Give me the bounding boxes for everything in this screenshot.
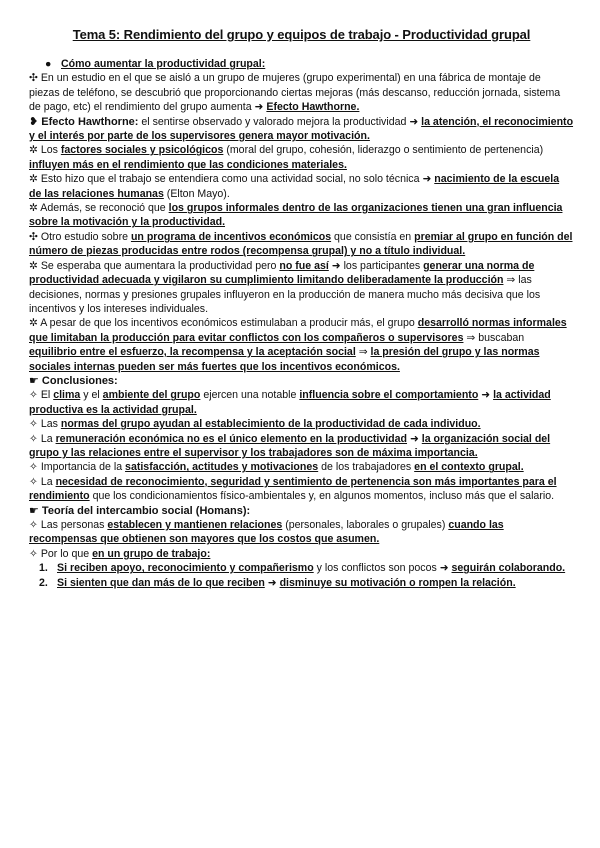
star-icon: ✲ (29, 259, 38, 272)
page-title: Tema 5: Rendimiento del grupo y equipos de trabajo - Productividad grupal (72, 27, 531, 42)
conclusion-item: ✧ Importancia de la satisfacción, actitudes y motivaciones de los trabajadores en el contexto grupal. (29, 461, 524, 474)
section-heading-conclusiones: ☛ Conclusiones: (29, 374, 118, 387)
conclusion-item: ✧ El clima y el ambiente del grupo ejercen una notable influencia sobre el comportamiento ➜ la actividad productiva es la actividad grupal. (29, 389, 551, 416)
document-content (29, 26, 574, 590)
numbered-list (29, 561, 574, 590)
paragraph-grupos-informales: ✲ Además, se reconoció que los grupos informales dentro de las organizaciones tienen una gran influencia sobre la motivación y la productividad. (29, 202, 563, 229)
sparkle-icon: ✧ (29, 547, 38, 560)
conclusion-item: ✧ Las normas del grupo ayudan al establecimiento de la productividad de cada individuo. (29, 418, 481, 431)
bullet-icon: ● (45, 58, 52, 70)
star-icon: ✲ (29, 173, 38, 186)
paragraph-efecto-hawthorne: ❥ Efecto Hawthorne: el sentirse observado y valorado mejora la productividad ➜ la atención, el reconocimiento y el interés por parte de los supervisores genera mayor motivación. (29, 115, 574, 143)
sparkle-icon: ✧ (29, 475, 38, 488)
sparkle-icon: ✧ (29, 418, 38, 431)
teoria-item: ✧ Las personas establecen y mantienen relaciones (personales, laborales o grupales) cuando las recompensas que obtienen son mayores que los costos que asumen. (29, 519, 504, 546)
section-heading-productividad: ● Cómo aumentar la productividad grupal: (45, 58, 266, 70)
sparkle-icon: ✧ (29, 432, 38, 445)
paragraph-actividad-social: ✲ Esto hizo que el trabajo se entendiera como una actividad social, no solo técnica ➜ nacimiento de la escuela de las relaciones humanas (Elton Mayo). (29, 173, 560, 200)
paragraph-norma-productividad: ✲ Se esperaba que aumentara la productividad pero no fue así ➜ los participantes generar una norma de productividad adecuada y vigilaron su cumplimiento limitando deliberadamente la producción ⇒ las decisiones, normas y presiones grupales influyeron en la producción de manera mucho más decisiva que los incentivos y los intereses individuales. (29, 259, 541, 315)
heart-bullet-icon: ❥ (29, 115, 39, 128)
cross-icon: ✣ (29, 72, 38, 85)
conclusion-item: ✧ La remuneración económica no es el único elemento en la productividad ➜ la organización social del grupo y las relaciones entre el supervisor y los trabajadores son de máxima importancia. (29, 432, 551, 459)
pointing-hand-icon: ☛ (29, 374, 39, 387)
sparkle-icon: ✧ (29, 461, 38, 474)
pointing-hand-icon: ☛ (29, 504, 39, 517)
conclusion-item: ✧ La necesidad de reconocimiento, seguridad y sentimiento de pertenencia son más importantes para el rendimiento que los condicionamientos físico-ambientales y, en algunos momentos, incluso más que el salario. (29, 475, 557, 503)
sparkle-icon: ✧ (29, 389, 38, 402)
sparkle-icon: ✧ (29, 519, 38, 531)
section-heading-teoria-intercambio: ☛ Teoría del intercambio social (Homans): (29, 504, 251, 517)
star-icon: ✲ (29, 202, 38, 215)
paragraph-factores-sociales: ✲ Los factores sociales y psicológicos (moral del grupo, cohesión, liderazgo o sentimiento de pertenencia) influyen más en el rendimiento que las condiciones materiales. (29, 144, 544, 171)
paragraph-normas-informales: ✲ A pesar de que los incentivos económicos estimulaban a producir más, el grupo desarrolló normas informales que limitaban la producción para evitar conflictos con los compañeros o supervisores ⇒ buscaban equilibrio entre el esfuerzo, la recompensa y la aceptación social ⇒ la presión del grupo y las normas sociales internas pueden ser más fuertes que los incentivos económicos. (29, 317, 567, 373)
teoria-item: ✧ Por lo que en un grupo de trabajo: (29, 547, 211, 560)
list-item: 2. Si sienten que dan más de lo que reciben ➜ disminuye su motivación o rompen la relación. (39, 576, 516, 589)
paragraph-incentivos: ✣ Otro estudio sobre un programa de incentivos económicos que consistía en premiar al grupo en función del número de piezas producidas entre rodos (recompensa grupal) y no a título individual. (29, 230, 573, 258)
star-icon: ✲ (29, 317, 38, 330)
star-icon: ✲ (29, 144, 38, 157)
list-item: 1. Si reciben apoyo, reconocimiento y compañerismo y los conflictos son pocos ➜ seguirán colaborando. (39, 562, 566, 575)
paragraph-estudio-mujeres: ✣ En un estudio en el que se aisló a un grupo de mujeres (grupo experimental) en una fábrica de montaje de piezas de teléfono, se descubrió que proporcionando ciertas mejoras (más descanso, reducción jornada, sistema de pago, etc) el rendimiento del grupo aumenta ➜ Efecto Hawthorne. (29, 72, 561, 114)
cross-icon: ✣ (29, 230, 38, 243)
